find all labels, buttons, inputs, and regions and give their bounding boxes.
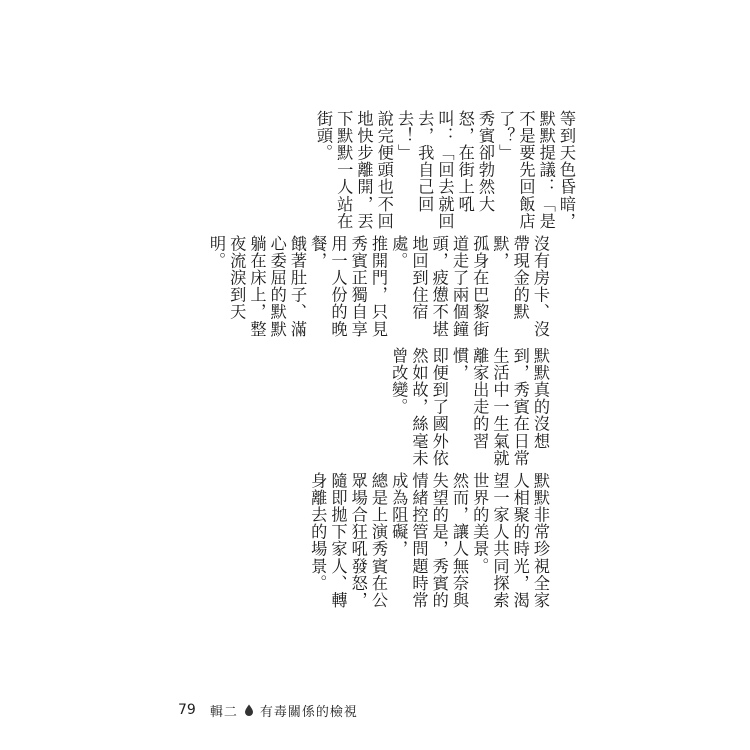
page-number: 79 <box>178 702 196 718</box>
water-drop-icon <box>244 704 254 716</box>
chapter-title: 有毒關係的檢視 <box>259 704 358 720</box>
paragraph-3: 默默真的沒想到，秀賓在日常生活中一生氣就離家出走的習慣， 即便到了國外依然如故，絲毫未曾改變。 <box>389 346 550 467</box>
paragraph-2: 沒有房卡、沒帶現金的默默， 孤身在巴黎街道走了兩個鐘頭，疲憊不堪地回到住宿處。 推開門，只見秀賓正獨自享用一人份的晚餐， 餓著肚子、滿心委屈的默默躺在床上，整夜流淚到天明。 <box>207 235 550 338</box>
page-footer <box>178 700 358 720</box>
paragraph-4: 默默非常珍視全家人相聚的時光，渴望一家人共同探索世界的美景。 然而，讓人無奈與失望的是，秀賓的情緒控管問題時常成為阻礙， 總是上演秀賓在公眾場合狂吼發怒，隨即拋下家人、轉身離去的場景。 <box>308 471 550 609</box>
chapter-label: 輯二 <box>209 704 238 720</box>
vertical-body-text <box>206 110 576 610</box>
paragraph-1: 等到天色昏暗，默默提議：「是不是要先回飯店了？」 秀賓卻勃然大怒，在街上吼叫：「回去就回去，我自己回去！」 說完便頭也不回地快步離開，丟下默默一人站在街頭。 <box>314 110 576 230</box>
